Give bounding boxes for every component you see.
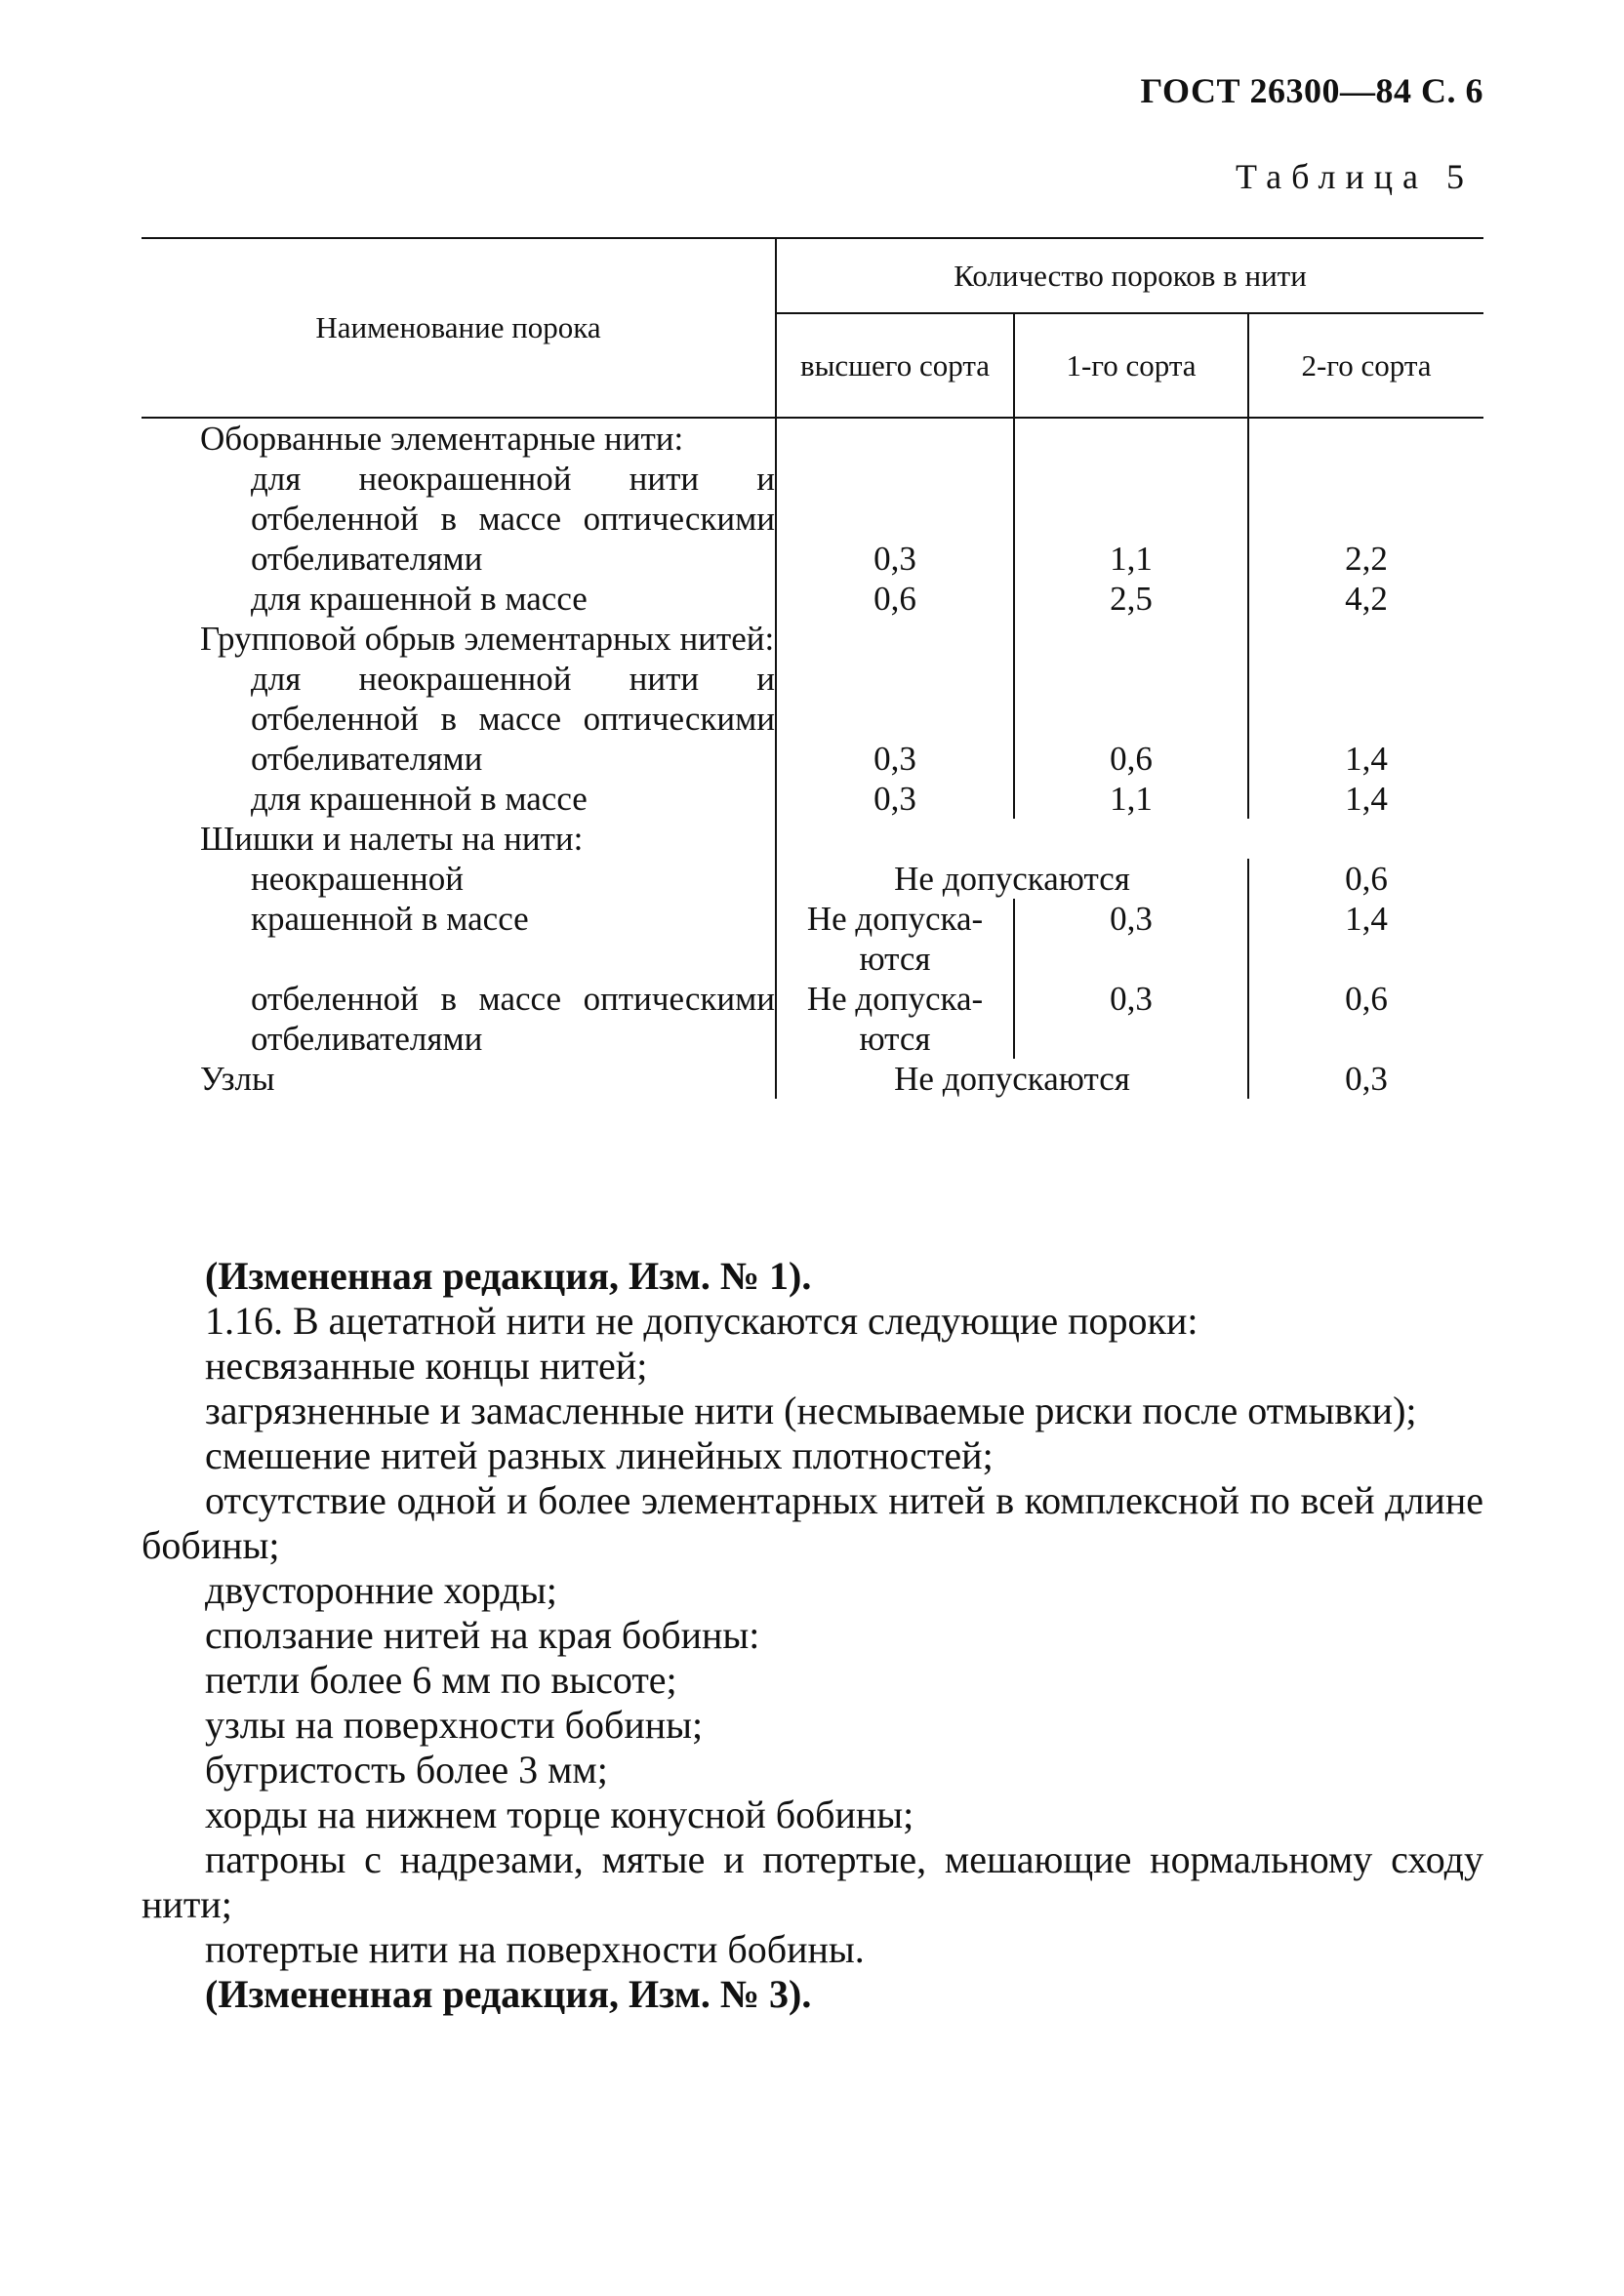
list-item: загрязненные и замасленные нити (несмываемые риски после отмывки); (205, 1389, 1417, 1432)
section-body (142, 1254, 1483, 2017)
list-item: несвязанные концы нитей; (205, 1344, 648, 1388)
list-item: патроны с надрезами, мятые и потертые, мешающие нормальному сходу нити; (142, 1837, 1483, 1926)
table-row (142, 979, 1483, 1059)
value-cell: 0,3 (1345, 1060, 1388, 1098)
value-cell: Не допуска-ются (776, 979, 1014, 1059)
value-cell: 1,4 (1345, 900, 1388, 938)
value-cell: 0,3 (1014, 979, 1248, 1059)
value-cell: 0,6 (776, 579, 1014, 619)
value-cell: 0,6 (1014, 659, 1248, 779)
value-cell: 1,1 (1014, 459, 1248, 579)
list-item: потертые нити на поверхности бобины. (205, 1927, 865, 1971)
table-row (142, 659, 1483, 779)
row-name: Групповой обрыв элементарных нитей: (142, 619, 776, 659)
value-cell: 4,2 (1345, 580, 1388, 618)
col-header-defect-name: Наименование порока (142, 238, 776, 418)
row-name: для крашенной в массе (142, 579, 776, 619)
table-row (142, 779, 1483, 819)
value-cell: 2,5 (1014, 579, 1248, 619)
value-cell: 0,6 (1345, 860, 1388, 898)
value-cell: Не допуска-ются (776, 899, 1014, 979)
table-row (142, 418, 1483, 459)
row-name: для неокрашенной нити и отбеленной в массе оптическими отбеливателями (142, 659, 776, 779)
amendment-note-3: (Измененная редакция, Изм. № 3). (205, 1972, 812, 2016)
value-cell: 0,3 (776, 459, 1014, 579)
defects-table-wrapper (142, 237, 1483, 1099)
list-item: петли более 6 мм по высоте; (205, 1658, 677, 1702)
table-row (142, 899, 1483, 979)
value-cell: 2,2 (1345, 540, 1388, 578)
list-item: двусторонние хорды; (205, 1568, 557, 1612)
row-name: Узлы (142, 1059, 776, 1099)
row-name: для крашенной в массе (142, 779, 776, 819)
table-row (142, 819, 1483, 859)
list-item: смешение нитей разных линейных плотностей; (205, 1433, 994, 1477)
value-cell: 0,3 (776, 779, 1014, 819)
list-item: сползание нитей на края бобины: (205, 1613, 760, 1657)
table-row (142, 1059, 1483, 1099)
value-cell: 1,4 (1345, 780, 1388, 818)
list-item: узлы на поверхности бобины; (205, 1703, 704, 1747)
row-name: отбеленной в массе оптическими отбеливателями (142, 979, 776, 1059)
row-name: крашенной в массе (142, 899, 776, 979)
value-cell: 1,1 (1014, 779, 1248, 819)
list-item: отсутствие одной и более элементарных нитей в комплексной по всей длине бобины; (142, 1478, 1483, 1567)
value-cell: 1,4 (1345, 740, 1388, 778)
table-row (142, 459, 1483, 579)
section-lead: 1.16. В ацетатной нити не допускаются следующие пороки: (205, 1299, 1198, 1343)
row-name: для неокрашенной нити и отбеленной в массе оптическими отбеливателями (142, 459, 776, 579)
row-name: неокрашенной (142, 859, 776, 899)
amendment-note-1: (Измененная редакция, Изм. № 1). (205, 1254, 812, 1298)
col-header-grade-1: 1-го сорта (1014, 313, 1248, 418)
table-row (142, 619, 1483, 659)
table-row (142, 859, 1483, 899)
col-header-grade-top: высшего сорта (776, 313, 1014, 418)
table-caption: Таблица 5 (1236, 157, 1474, 196)
col-header-defect-count: Количество пороков в нити (776, 238, 1483, 313)
table-row (142, 579, 1483, 619)
row-name: Оборванные элементарные нити: (142, 418, 776, 459)
row-name: Шишки и налеты на нити: (142, 819, 776, 859)
list-item: хорды на нижнем торце конусной бобины; (205, 1792, 914, 1836)
defects-table (142, 237, 1483, 1099)
list-item: бугристость более 3 мм; (205, 1748, 608, 1792)
value-cell-span: Не допускаются (776, 1059, 1248, 1099)
value-cell: 0,3 (776, 659, 1014, 779)
page-header: ГОСТ 26300—84 С. 6 (1140, 71, 1483, 110)
value-cell: 0,3 (1014, 899, 1248, 979)
value-cell: 0,6 (1345, 980, 1388, 1018)
col-header-grade-2: 2-го сорта (1248, 313, 1483, 418)
value-cell-span: Не допускаются (776, 859, 1248, 899)
